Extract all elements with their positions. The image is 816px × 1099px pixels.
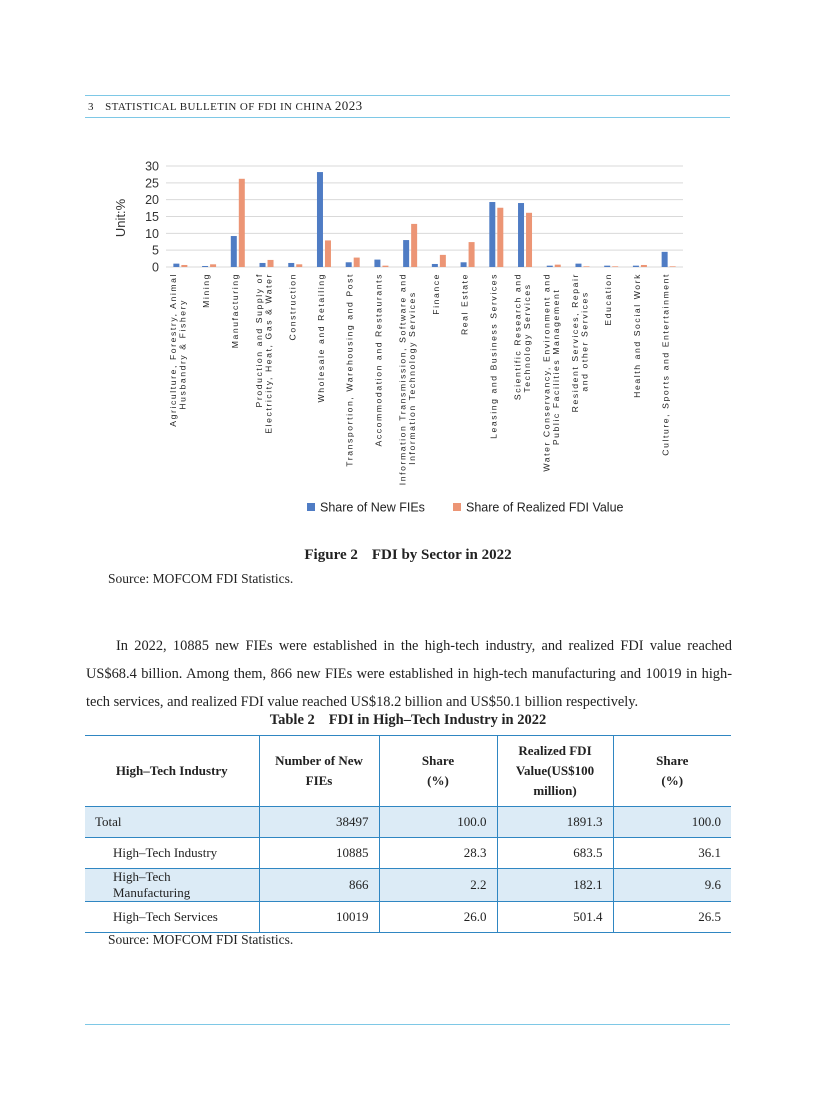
legend-swatch-realized-fdi (453, 503, 461, 511)
y-tick-label: 15 (145, 210, 159, 224)
bar-realized-fdi (296, 264, 302, 267)
x-category-label: Construction (287, 273, 298, 341)
figure-label: Figure 2 (304, 547, 358, 563)
table-title: FDI in High–Tech Industry in 2022 (328, 712, 547, 728)
x-category-label: Agriculture, Forestry, AnimalHusbandry & Fishery (167, 273, 188, 427)
cell-realized-fdi: 182.1 (497, 869, 613, 902)
bar-new-fies (489, 202, 495, 267)
x-category-label: Production and Supply ofElectricity, Heat, Gas & Water (254, 273, 274, 434)
header-year: 2023 (334, 98, 363, 113)
x-category-label: Scientific Research andTechnology Services (512, 273, 533, 401)
bar-realized-fdi (670, 266, 676, 267)
bar-new-fies (260, 263, 266, 267)
x-category-label: Manufacturing (229, 273, 240, 349)
bar-new-fies (547, 266, 553, 267)
col-header-share-fies: Share (%) (379, 736, 497, 807)
table-source: Source: MOFCOM FDI Statistics. (108, 932, 294, 947)
bar-realized-fdi (382, 266, 388, 267)
bar-new-fies (604, 266, 610, 267)
bar-realized-fdi (354, 258, 360, 267)
row-name: High–Tech Manufacturing (85, 869, 259, 902)
cell-share-fies: 100.0 (379, 807, 497, 838)
bar-realized-fdi (268, 260, 274, 267)
x-category-label: Real Estate (459, 273, 470, 336)
x-category-label: Transportion, Warehousing and Post (344, 273, 355, 467)
bar-realized-fdi (210, 264, 216, 267)
col-header-new-fies: Number of New FIEs (259, 736, 379, 807)
bar-realized-fdi (555, 265, 561, 267)
bar-realized-fdi (641, 265, 647, 267)
x-category-label: Information Transmission, Software andInformation Technology Services (397, 273, 418, 486)
x-category-label: Leasing and Business Services (488, 273, 499, 439)
bar-new-fies (633, 266, 639, 267)
figure-caption (0, 547, 816, 564)
cell-share-fdi: 100.0 (613, 807, 731, 838)
table-row-high-tech-services (85, 902, 731, 933)
x-category-label: Accommodation and Restaurants (373, 273, 384, 447)
bar-new-fies (288, 263, 294, 267)
bar-new-fies (461, 262, 467, 267)
bar-new-fies (403, 240, 409, 267)
col-header-industry: High–Tech Industry (85, 736, 259, 807)
y-tick-label: 30 (145, 159, 159, 174)
bar-new-fies (317, 172, 323, 267)
bar-realized-fdi (181, 265, 187, 267)
bar-new-fies (432, 264, 438, 267)
col-header-share-fdi: Share (%) (613, 736, 731, 807)
bar-realized-fdi (583, 266, 589, 267)
y-tick-label: 0 (152, 260, 159, 275)
bar-realized-fdi (239, 179, 245, 267)
col-header-realized-fdi: Realized FDI Value(US$100 million) (497, 736, 613, 807)
cell-share-fies: 26.0 (379, 902, 497, 933)
legend-swatch-new-fies (307, 503, 315, 511)
cell-new-fies: 38497 (259, 807, 379, 838)
y-tick-label: 5 (152, 243, 159, 258)
cell-realized-fdi: 1891.3 (497, 807, 613, 838)
page-number: 3 (88, 101, 94, 113)
table-row-high-tech-manufacturing (85, 869, 731, 902)
bar-realized-fdi (526, 213, 532, 267)
y-tick-label: 10 (145, 226, 159, 241)
cell-realized-fdi: 501.4 (497, 902, 613, 933)
bar-realized-fdi (411, 224, 417, 267)
footer-rule (85, 1024, 730, 1025)
row-name: Total (85, 807, 259, 838)
bar-new-fies (662, 252, 668, 267)
bar-realized-fdi (612, 266, 618, 267)
x-category-label: Finance (430, 273, 441, 315)
x-category-label: Health and Social Work (631, 273, 642, 398)
cell-share-fies: 2.2 (379, 869, 497, 902)
bar-realized-fdi (469, 242, 475, 267)
sector-bar-chart (0, 0, 816, 530)
bar-new-fies (575, 264, 581, 267)
header-title: STATISTICAL BULLETIN OF FDI IN CHINA (105, 101, 332, 113)
bar-new-fies (374, 260, 380, 267)
bar-realized-fdi (325, 240, 331, 267)
bar-new-fies (346, 262, 352, 267)
table-label: Table 2 (269, 712, 315, 728)
y-tick-label: 25 (145, 176, 159, 191)
bar-new-fies (202, 266, 208, 267)
bar-realized-fdi (440, 255, 446, 267)
x-category-label: Culture, Sports and Entertainment (660, 273, 671, 456)
y-axis-title: Unit:% (113, 198, 128, 238)
table-header-row (85, 736, 731, 807)
bar-realized-fdi (497, 208, 503, 267)
cell-realized-fdi: 683.5 (497, 838, 613, 869)
x-category-label: Education (603, 273, 614, 326)
body-paragraph: In 2022, 10885 new FIEs were established in the high-tech industry, and realized FDI value reached US$68.4 billion. Among them, 866 new FIEs were established in high-tech manufacturing and 10019 in high-tech services, and realized FDI value reached US$18.2 billion and US$50.1 billion respectively. (86, 638, 732, 710)
x-category-label: Wholesale and Retailing (315, 273, 326, 403)
legend-label-realized-fdi: Share of Realized FDI Value (466, 500, 624, 515)
table-row-total (85, 807, 731, 838)
cell-new-fies: 866 (259, 869, 379, 902)
bar-new-fies (231, 236, 237, 267)
bar-new-fies (173, 264, 179, 267)
row-name: High–Tech Services (85, 902, 259, 933)
figure-source: Source: MOFCOM FDI Statistics. (108, 571, 294, 586)
table-caption (0, 712, 816, 729)
y-tick-label: 20 (145, 193, 159, 208)
cell-new-fies: 10019 (259, 902, 379, 933)
cell-share-fdi: 9.6 (613, 869, 731, 902)
high-tech-fdi-table (85, 735, 731, 933)
bar-new-fies (518, 203, 524, 267)
figure-title: FDI by Sector in 2022 (371, 547, 512, 563)
cell-share-fdi: 26.5 (613, 902, 731, 933)
x-category-label: Resident Services, Repairand other Services (569, 273, 590, 413)
x-category-label: Mining (201, 273, 212, 308)
legend-label-new-fies: Share of New FIEs (320, 500, 425, 515)
cell-new-fies: 10885 (259, 838, 379, 869)
row-name: High–Tech Industry (85, 838, 259, 869)
x-category-label: Water Conservancy, Environment andPublic Facilities Management (541, 273, 561, 472)
table-row-high-tech-industry (85, 838, 731, 869)
cell-share-fies: 28.3 (379, 838, 497, 869)
cell-share-fdi: 36.1 (613, 838, 731, 869)
